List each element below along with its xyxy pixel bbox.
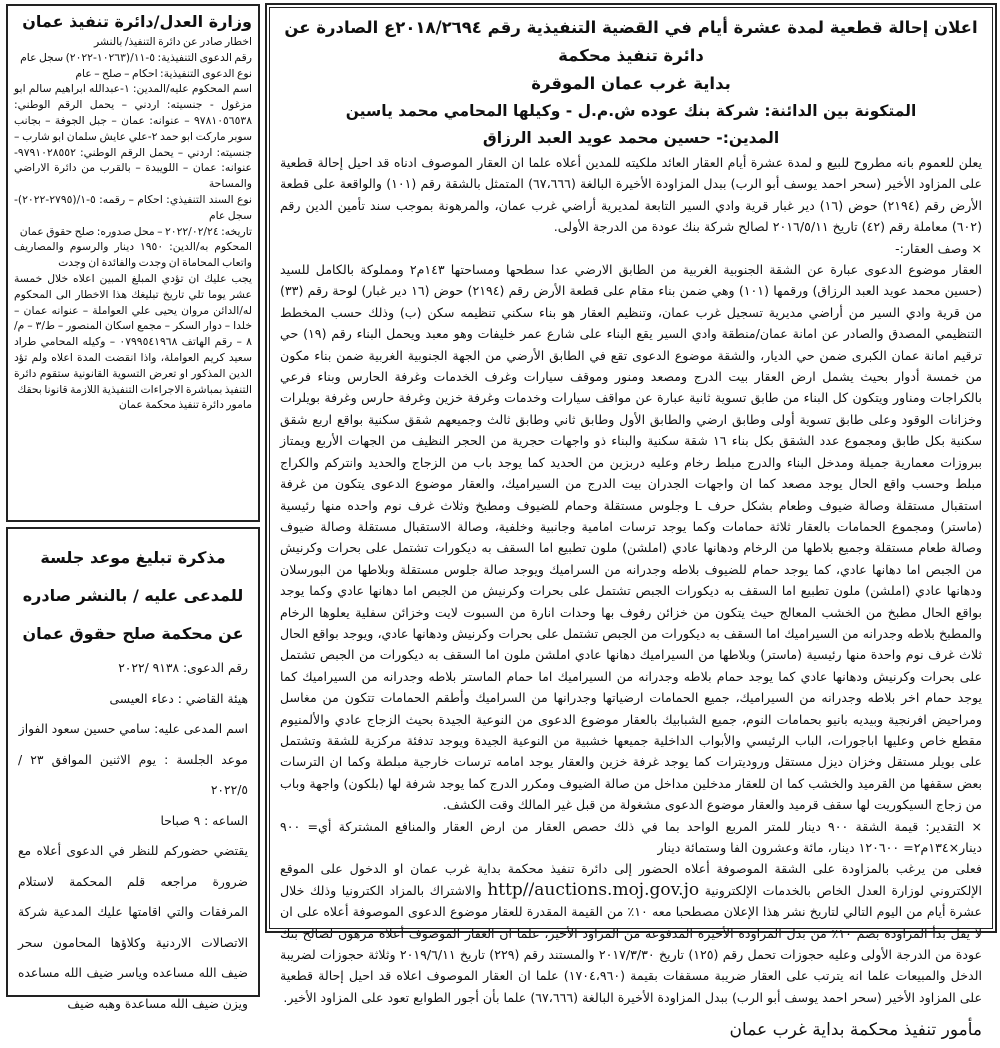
notice-line: يجب عليك ان تؤدي المبلغ المبين اعلاه خلال خمسة عشر يوما تلي تاريخ تبليغك هذا الاخطار الى المحكوم له/الدائن مروان يحيى علي العواملة – عنوانه عمان – خلدا – دوار السكر – مجمع اسكان المنصور – ط/٣ – م/٨ – رقم الهاتف ٠٧٩٩٥٤١٩٦٨ – وكيله المحامي طراد سعيد كريم العواملة، واذا انقضت المدة اعلاه ولم تؤد الدين المذكور او تعرض التسوية القانونية ستقوم دائرة التنفيذ بمباشرة الاجراءات التنفيذية اللازمة قانونا بحقك bbox=[14, 271, 252, 396]
signature: مأمور تنفيذ محكمة بداية غرب عمان bbox=[729, 1020, 982, 1041]
hearing-summons-notice bbox=[6, 527, 260, 1011]
bidding-text: والاشتراك بالمزاد الكترونيا وذلك خلال عشرة أيام من اليوم التالي لتاريخ نشر هذا الإعلان مصطحبا معه ١٠٪ من القيمة المقدرة للعقار موضوع الدعوى الموصوفة أعلاه على ان لا يقل بدأ المزاودة بضم ١٠٪ من بدل المزاودة الأخيرة المدفوعة من المزاود الأخير، علما ان العقار الموصوف أعلاه مرهون لصالح بنك عودة من الدرجة الأولى وعليه حجوزات تحمل رقم (١٢٥) تاريخ ٢٠١٧/٣/٣٠ والمستند رقم (٢٢٩) تاريخ ٢٠١٩/٦/١١ وثلاثة حجوزات لضريبة الدخل والمبيعات علما انه يترتب على العقار ضريبة مسقفات بقيمة (١٧٠٤،٩٦٠) علما ان العقار الموصوف اعلاه قد احيل إحالة قطعية على المزاود الأخير (سحر احمد يوسف أبو الرب) ببدل المزاودة الأخيرة البالغة (٦٧،٦٦٦) علما بأن أجور الطوابع تعود على المزاود الأخير. bbox=[280, 882, 983, 1005]
debtor-line: المدين:- حسين محمد عويد العبد الرزاق bbox=[482, 129, 780, 147]
notice-line: اخطار صادر عن دائرة التنفيذ/ بالنشر bbox=[93, 35, 252, 48]
creditor-line: المتكونة بين الدائنة: شركة بنك عوده ش.م.ل - وكيلها المحامي محمد ياسين bbox=[345, 102, 917, 120]
notice-line: المحكوم به/الدين: ١٩٥٠ دينار والرسوم والمصاريف واتعاب المحاماة ان وجدت والفائدة ان وجدت bbox=[14, 240, 253, 270]
case-number: رقم الدعوى: ٩١٣٨ /٢٠٢٢ bbox=[118, 661, 248, 675]
notice-title: اعلان إحالة قطعية لمدة عشرة أيام في القضية التنفيذية رقم ٢٠١٨/٢٦٩٤ع الصادرة عن دائرة تنفيذ محكمة bbox=[284, 18, 978, 65]
summons-body: يقتضي حضوركم للنظر في الدعوى أعلاه مع ضرورة مراجعه قلم المحكمة لاستلام المرفقات والتي اقامتها عليك المدعية شركة الاتصالات الاردنية وكلاؤها المحامون سحر ضيف الله مساعده وياسر ضيف الله مساعده ويزن ضيف الله مساعدة وهبه ضيف bbox=[18, 844, 248, 1011]
property-description: العقار موضوع الدعوى عبارة عن الشقة الجنوبية الغربية من الطابق الارضي عدا سطحها ومساحتها ١٤٣م٢ ومملوكة بالكامل للسيد (حسين محمد عويد العبد الرزاق) ورقمها (١٠١) وهي ضمن بناء مقام على قطعة الأرض رقم (٢١٩٤) حوض (١٦ دير غبار) لوحة رقم (٣٣) من قرية وادي السير من أراضي مديرية تسجيل غرب عمان، وتنظيم العقار هو بناء سكني تنظيمه سكن (ب) وذلك حسب المخطط التنظيمي المصدق والصادر عن امانة عمان/منطقة وادي السير يقع البناء على شارع عمر خليفات وهو معبد ويحمل البناء رقم (١٩) حي ترقيم امانة عمان الكبرى ضمن حي الديار، والشقة موضوع الدعوى تقع في الطابق الأرضي من الجهة الجنوبية الغربية ضمن بناء مكون من خمسة أدوار بحيث يشمل ارض العقار بيت الدرج ومصعد ومنور وموقف سيارات وغرف الخدمات وغرفة الحارس وبناء فرعي بالكراجات ومناور ويتكون كل البناء من طابق تسوية ثانية عبارة عن مواقف سيارات وخدمات وغرفة خزين وغرفة حارس وغرفة بويلرات وخزانات الوقود وعلى طابق تسوية أولى وطابق ارضي والطابق الأول وطابق ثاني وطابق ثالث وجميعهم شقق سكنية بواقع اربع شقق سكنية بكل طابق ومجموع عدد الشقق بكل بناء ١٦ شقة سكنية والبناء ذو واجهات حجرية من الحجر النظيف من الجهات الأربع ويمتاز ببروزات معمارية جميلة ومدخل البناء والدرج مبلط رخام وعليه دربزين من الحديد كما يوجد باب من الزجاج والحديد وانتركم والكراج مبلط وحسب واقع الحال يوجد مصعد كما ان واجهات الجدران بيت الدرج من السيراميك، والعقار موضوع الدعوى يتكون من غرفة استقبال مستقلة وصالة ضيوف وطعام بشكل حرف L وجلوس مستقلة وحمام للضيوف ومطبخ وثلاث غرف نوم واحده منها رئيسية (ماستر) ومجموع الحمامات بالعقار ثلاثة حمامات وكما يوجد ترسات امامية وجانبية وخلفية، وصالة الاستقبال مستقلة وصالة ضيوف وصالة طعام مستقلة وجميع بلاطها من الرخام ودهانها عادي (املشن) ملون تطبيع اما السقف به ديكورات تشتمل على بحرات وكرنيش من الجبص اما دهانها عادي، كما يوجد حمام للضيوف بلاطه وجدرانه من السراميك ويوجد صالة جلوس مستقلة وبلاطها من البورسلان ودهانها عادي (املشن) ملون تطبيع اما السقف به ديكورات الجبص تشتمل على بحرات وكرنيش من الجبص اما دهانها عادي وكما يوجد بواقع الحال مطبخ من الخشب المعالج حيث يتكون من خزائن رفوف بها وحدات انارة من السبوت لايت وخزائن سفلية يعلوها الرخام والمطبخ بلاطه وجدرانه من السيراميك اما السقف به ديكورات من الجبص تشتمل على بحرات وكرنيش ودهانها عادي، ويوجد بواقع الحال ثلاث غرف نوم واحدة منها رئيسية (ماستر) وبلاطها من السيراميك دهانها عادي املشن ملون اما السقف به ديكورات من الجبص تشتمل على بحرات وكرنيش ودهانها عادي كما يوجد حمام بلاطه وجدرانه من السيراميك اما حمام الماستر بلاطه وجدرانه من السيراميك كما يوجد حمام اخر بلاطه وجدرانه من السيراميك، جميع الحمامات ارضياتها وجدرانها من السراميك وأطقم الحمامات تتكون من مغاسل ومراحيض افرنجية وبيديه بانيو بحمامات النوم، جميع الشبابيك بالعقار موضوع الدعوى من النوعية الجيدة بحيث الزجاج عادي والألمنيوم مقطع خاص وعليها اباجورات، الباب الرئيسي والأبواب الداخلية جميعها خشبية من النوعية الجيدة ويوجد تدفئة مركزية للشقة وتشتمل على بويلر مستقل وخزان ديزل مستقل وروديترات كما يوجد غرفة خزين والعقار يوجد امامه ترسات خارجية مبلطة وكما ان الترسات بعض سقفها من القرميد والخشب كما ان للعقار مدخلين مداخل من صالة الضيوف ومكرر الدرج كما يوجد شرفة لها (بلكون) واجهة وباب من زجاج السيكوريت لها سقف قرميد والعقار موضوع الدعوى مشغولة من قبل غير المالك وقت الكشف. bbox=[280, 262, 982, 813]
notice-title-line2: بداية غرب عمان الموقرة bbox=[531, 74, 731, 93]
notice-title-line: مذكرة تبليغ موعد جلسة bbox=[40, 548, 226, 567]
intro-paragraph: يعلن للعموم بانه مطروح للبيع و لمدة عشرة أيام العقار العائد ملكيته للمدين أعلاه علما ان العقار الموصوف ادناه قد احيل إحالة قطعية على المزاود الأخير (سحر احمد يوسف أبو الرب) ببدل المزاودة الأخيرة البالغة (٦٧،٦٦٦) المتمثل بالشقة رقم (١٠١) والواقعة على قطعة الأرض رقم (٢١٩٤) حوض (١٦) دير غبار قرية وادي السير التابعة لمديرية أراضي غرب عمان، والمرهونة بموجب سند تأمين الدين رقم (٦٠٢) معاملة رقم (٤٢) تاريخ ٢٠١٦/٥/١١ لصالح شركة بنك عودة من الدرجة الأولى. bbox=[280, 155, 982, 235]
execution-notice-amman bbox=[6, 4, 260, 522]
notice-title-line: للمدعى عليه / بالنشر صادره bbox=[22, 586, 244, 605]
hearing-time: الساعه : ٩ صباحا bbox=[160, 813, 248, 828]
bidding-text: فعلى من يرغب بالمزاودة على الشقة الموصوفة أعلاه الحضور إلى دائرة تنفيذ محكمة بداية غرب عمان او الدخول على الموقع الإلكتروني لوزارة العدل الخاص بالخدمات الإلكترونية bbox=[280, 861, 983, 898]
notice-signature: مامور دائرة تنفيذ محكمة عمان bbox=[118, 398, 252, 412]
appraisal: × التقدير: قيمة الشقة ٩٠٠ دينار للمتر المربع الواحد بما في ذلك حصص العقار من ارض العقار والمنافع المشتركة أي= ٩٠٠ دينار×١٣٤م٢= ١٢٠٦٠٠ دينار، مائة وعشرون الفا وستمائة دينار bbox=[280, 818, 982, 855]
hearing-date: موعد الجلسة : يوم الاثنين الموافق ٢٣ /٢٠٢٢/٥ bbox=[18, 752, 248, 797]
bidding-instructions bbox=[280, 858, 982, 1008]
notice-title: وزارة العدل/دائرة تنفيذ عمان bbox=[22, 12, 252, 31]
notice-line: نوع السند التنفيذي: احكام – رقمه: ٥-١/(٢٧٩٥-٢٠٢٢)-سجل عام bbox=[14, 192, 252, 222]
notice-title-line: عن محكمة صلح حقوق عمان bbox=[22, 624, 244, 643]
auction-referral-notice bbox=[266, 4, 996, 1041]
notice-line: نوع الدعوى التنفيذية: احكام – صلح – عام bbox=[75, 66, 252, 80]
notice-line: اسم المحكوم عليه/المدين: ١-عبدالله ابراهيم سالم ابو مزغول - جنسيته: اردني – يحمل الرقم الوطني: ٩٧٨١٠٥٦٥٣٨ – عنوانه: عمان – جبل الجوفة – بجانب سوبر ماركت ابو حمد ٢-علي عايش سلمان ابو شارب – جنسيته: اردني – يحمل الرقم الوطني: ٩٧٩١٠٢٨٥٥٢- عنوانه: عمان – اللويبدة – بالقرب من دائرة الاراضي والمساحة bbox=[14, 82, 252, 191]
defendant: اسم المدعى عليه: سامي حسين سعود الفواز bbox=[18, 722, 248, 736]
notice-line: رقم الدعوى التنفيذية: ٥-١١/(١٠٢٦٣-٢٠٢٢) سجل عام bbox=[20, 50, 252, 64]
notice-line: تاريخه: ٢٠٢٢/٠٢/٢٤ – محل صدوره: صلح حقوق عمان bbox=[19, 224, 252, 238]
judge: هيئة القاضي : دعاء العيسى bbox=[109, 691, 248, 706]
auction-url-link[interactable]: http//auctions.moj.gov.jo bbox=[487, 879, 700, 900]
description-heading: × وصف العقار:- bbox=[895, 240, 982, 256]
